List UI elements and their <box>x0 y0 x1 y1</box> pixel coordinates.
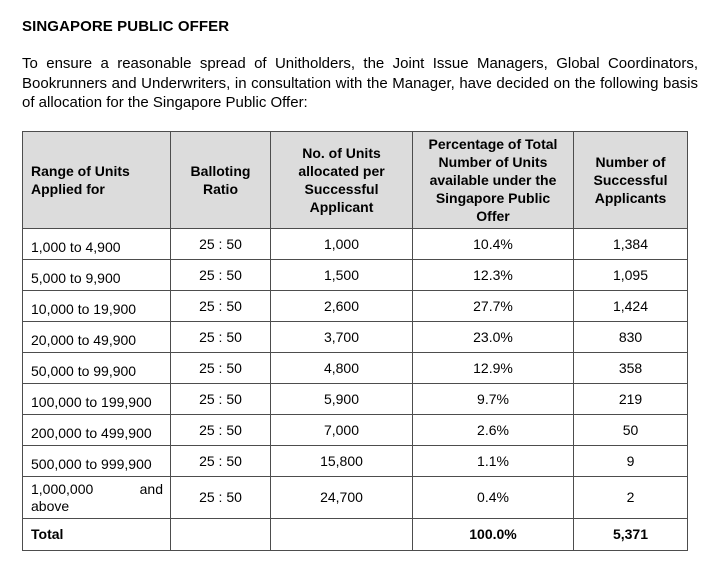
cell-percentage: 10.4% <box>413 229 574 260</box>
table-header-row <box>23 132 688 229</box>
cell-applicants: 830 <box>574 322 688 353</box>
header-successful-applicants: Number of Successful Applicants <box>574 132 688 229</box>
cell-units: 7,000 <box>271 415 413 446</box>
cell-percentage: 2.6% <box>413 415 574 446</box>
range-lower-bound: 1,000,000 <box>31 480 94 497</box>
table-row <box>23 353 688 384</box>
cell-range: 500,000 to 999,900 <box>23 446 171 477</box>
cell-ratio: 25 : 50 <box>171 477 271 519</box>
table-row <box>23 229 688 260</box>
cell-percentage: 12.3% <box>413 260 574 291</box>
cell-applicants: 9 <box>574 446 688 477</box>
cell-ratio: 25 : 50 <box>171 446 271 477</box>
range-connector: and <box>139 480 163 497</box>
table-row <box>23 260 688 291</box>
cell-range: 20,000 to 49,900 <box>23 322 171 353</box>
table-row <box>23 384 688 415</box>
cell-units: 1,500 <box>271 260 413 291</box>
cell-ratio: 25 : 50 <box>171 260 271 291</box>
cell-units: 15,800 <box>271 446 413 477</box>
header-percentage: Percentage of Total Number of Units available under the Singapore Public Offer <box>413 132 574 229</box>
table-row <box>23 291 688 322</box>
cell-percentage: 27.7% <box>413 291 574 322</box>
cell-applicants: 358 <box>574 353 688 384</box>
cell-range: 200,000 to 499,900 <box>23 415 171 446</box>
table-row <box>23 322 688 353</box>
cell-ratio: 25 : 50 <box>171 291 271 322</box>
table-row <box>23 446 688 477</box>
cell-applicants: 219 <box>574 384 688 415</box>
cell-ratio: 25 : 50 <box>171 384 271 415</box>
cell-percentage: 1.1% <box>413 446 574 477</box>
table-row <box>23 477 688 519</box>
total-units <box>271 519 413 551</box>
header-units-allocated: No. of Units allocated per Successful Applicant <box>271 132 413 229</box>
header-range: Range of Units Applied for <box>23 132 171 229</box>
cell-applicants: 1,424 <box>574 291 688 322</box>
cell-units: 2,600 <box>271 291 413 322</box>
total-applicants: 5,371 <box>574 519 688 551</box>
cell-range: 50,000 to 99,900 <box>23 353 171 384</box>
cell-applicants: 1,384 <box>574 229 688 260</box>
cell-units: 3,700 <box>271 322 413 353</box>
total-row <box>23 519 688 551</box>
total-ratio <box>171 519 271 551</box>
intro-paragraph: To ensure a reasonable spread of Unitholders, the Joint Issue Managers, Global Coordinators, Bookrunners and Underwriters, in consultation with the Manager, have decided on the following basis of allocation for the Singapore Public Offer: <box>22 55 698 111</box>
cell-units: 1,000 <box>271 229 413 260</box>
cell-ratio: 25 : 50 <box>171 415 271 446</box>
cell-range <box>23 477 171 519</box>
cell-percentage: 12.9% <box>413 353 574 384</box>
total-label: Total <box>23 519 171 551</box>
table-row <box>23 415 688 446</box>
cell-range: 100,000 to 199,900 <box>23 384 171 415</box>
cell-range: 5,000 to 9,900 <box>23 260 171 291</box>
cell-applicants: 1,095 <box>574 260 688 291</box>
total-percentage: 100.0% <box>413 519 574 551</box>
cell-percentage: 9.7% <box>413 384 574 415</box>
cell-percentage: 23.0% <box>413 322 574 353</box>
cell-range: 10,000 to 19,900 <box>23 291 171 322</box>
range-upper-bound: above <box>31 497 70 514</box>
cell-units: 5,900 <box>271 384 413 415</box>
cell-range: 1,000 to 4,900 <box>23 229 171 260</box>
cell-ratio: 25 : 50 <box>171 229 271 260</box>
cell-units: 4,800 <box>271 353 413 384</box>
cell-units: 24,700 <box>271 477 413 519</box>
cell-percentage: 0.4% <box>413 477 574 519</box>
cell-ratio: 25 : 50 <box>171 353 271 384</box>
allocation-table <box>22 131 688 551</box>
header-balloting-ratio: Balloting Ratio <box>171 132 271 229</box>
cell-applicants: 2 <box>574 477 688 519</box>
section-heading: SINGAPORE PUBLIC OFFER <box>22 18 230 35</box>
cell-ratio: 25 : 50 <box>171 322 271 353</box>
cell-applicants: 50 <box>574 415 688 446</box>
